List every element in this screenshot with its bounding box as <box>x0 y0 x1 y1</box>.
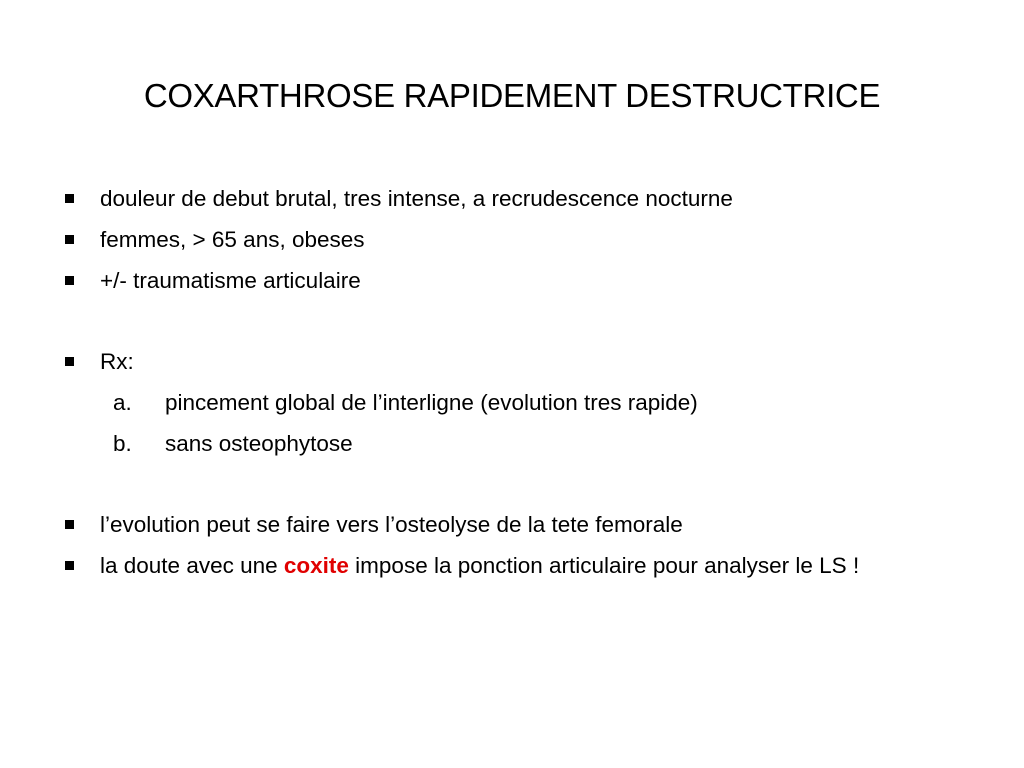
slide-content <box>62 185 962 593</box>
sub-item-text: sans osteophytose <box>165 431 353 456</box>
bullet-text-before: la doute avec une <box>100 553 284 578</box>
square-bullet-icon <box>65 276 74 285</box>
spacer <box>62 471 962 511</box>
bullet-item <box>62 185 962 212</box>
bullet-item <box>62 267 962 294</box>
bullet-item <box>62 552 962 579</box>
bullet-text: douleur de debut brutal, tres intense, a recrudescence nocturne <box>100 186 733 211</box>
sub-item <box>62 389 962 416</box>
bullet-item <box>62 226 962 253</box>
bullet-text: femmes, > 65 ans, obeses <box>100 227 365 252</box>
bullet-text: +/- traumatisme articulaire <box>100 268 361 293</box>
sub-item-marker: b. <box>113 431 132 456</box>
emphasized-term-coxite: coxite <box>283 553 349 578</box>
sub-item-marker: a. <box>113 390 132 415</box>
square-bullet-icon <box>65 194 74 203</box>
rx-label: Rx: <box>100 349 134 374</box>
sub-item <box>62 430 962 457</box>
bullet-text: l’evolution peut se faire vers l’osteolyse de la tete femorale <box>100 512 683 537</box>
square-bullet-icon <box>65 520 74 529</box>
bullet-item-rx <box>62 348 962 375</box>
slide-title: COXARTHROSE RAPIDEMENT DESTRUCTRICE <box>143 77 881 114</box>
spacer <box>62 308 962 348</box>
square-bullet-icon <box>65 561 74 570</box>
sub-item-text: pincement global de l’interligne (evolution tres rapide) <box>165 390 698 415</box>
square-bullet-icon <box>65 357 74 366</box>
square-bullet-icon <box>65 235 74 244</box>
bullet-text-after: impose la ponction articulaire pour analyser le LS ! <box>348 553 860 578</box>
bullet-item <box>62 511 962 538</box>
